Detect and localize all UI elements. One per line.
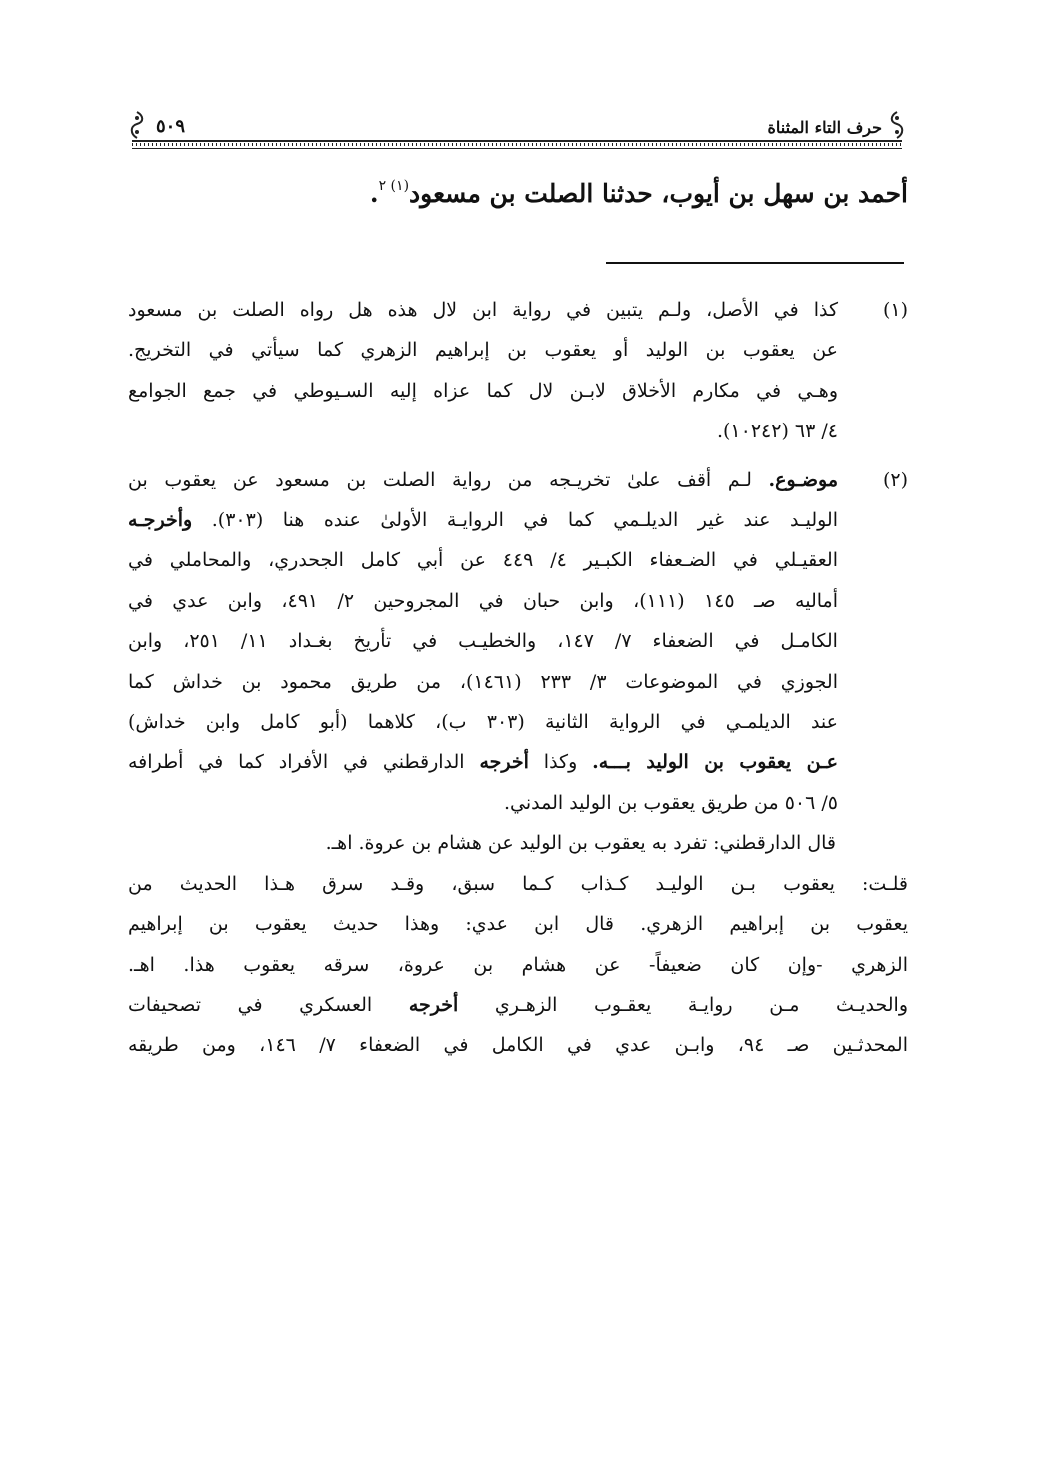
footnotes-section xyxy=(128,290,908,1066)
commentary-line: يعقوب بن إبراهيم الزهري. قال ابن عدي: وهذا حديث يعقوب بن إبراهيم xyxy=(128,913,908,936)
commentary-line-text: والحديـث مـن روايـة يعقـوب الزهـري xyxy=(494,993,908,1016)
footnote-2-reference: ٥/ ٥٠٦ xyxy=(784,791,838,814)
footnote-2-line-text: من طريق يعقوب بن الوليد المدني. xyxy=(503,791,779,814)
footnote-2-line-text: لـم أقف علىٰ تخريـجه من رواية الصلت بن مسعود عن يعقوب بن xyxy=(128,468,752,491)
page-header xyxy=(126,106,908,150)
commentary-line: قال الدارقطني: تفرد به يعقوب بن الوليد عن هشام بن عروة. اهـ. xyxy=(325,832,836,855)
footnote-2-verdict: موضـوع. xyxy=(768,468,838,491)
footnote-2 xyxy=(128,460,908,824)
commentary-paragraphs xyxy=(128,823,908,1065)
commentary-bold-phrase: أخرجه xyxy=(408,993,459,1016)
footnote-2-bold-phrase: عـن يعقوب بن الوليد بـــه. xyxy=(592,751,838,774)
footnote-1 xyxy=(128,290,908,452)
footnote-2-line: أماليه صـ ١٤٥ (١١١)، وابن حبان في المجروحين ٢/ ٤٩١، وابن عدي في xyxy=(128,589,838,612)
commentary-line xyxy=(128,985,908,1025)
commentary-line: الزهري -وإن كان ضعيفاً- عن هشام بن عروة، سرقه يعقوب هذا. اهـ. xyxy=(128,953,908,976)
main-text-end: . xyxy=(369,179,379,208)
footnote-1-line: وهـي في مكارم الأخلاق لابـن لال كما عزاه إليه السـيوطي في جمع الجوامع xyxy=(128,379,838,402)
page-number: ٥٠٩ xyxy=(156,116,186,137)
commentary-line-text: العسكري في تصحيفات xyxy=(128,993,373,1016)
ornament-left-icon xyxy=(126,110,148,140)
footnote-2-line-text: وكذا xyxy=(543,751,578,774)
header-rule xyxy=(132,140,902,149)
main-text: أحمد بن سهل بن أيوب، حدثنا الصلت بن مسعود xyxy=(409,179,908,208)
page-header-title: حرف التاء المثناة xyxy=(767,118,882,137)
footnote-reference: (١) ٢ xyxy=(378,178,410,194)
footnote-2-line xyxy=(128,783,838,823)
footnote-2-line: الجوزي في الموضوعات ٣/ ٢٣٣ (١٤٦١)، من طريق محمود بن خداش كما xyxy=(128,670,838,693)
ornament-right-icon xyxy=(886,110,908,140)
footnote-2-line: عند الديلمـي في الرواية الثانية (٣٠٣ ب)، كلاهما (أبو كامل وابن خداش) xyxy=(128,711,839,734)
footnote-1-line: ٤/ ٦٣ (١٠٢٤٢). xyxy=(716,420,838,443)
footnote-2-line: الكامـل في الضعفاء ٧/ ١٤٧، والخطيـب في تأريخ بغـداد ١١/ ٢٥١، وابن xyxy=(128,630,838,653)
footnote-2-line xyxy=(128,500,838,540)
footnote-2-number: (٢) xyxy=(882,468,908,491)
footnote-2-line: العقيـلي في الضـعفاء الكبـير ٤/ ٤٤٩ عن أبي كامل الجحدري، والمحاملي في xyxy=(128,549,838,572)
commentary-line: قلـت: يعقوب بـن الوليـد كـذاب كـما سبق، وقـد سرق هـذا الحديث من xyxy=(128,872,908,895)
footnote-2-line xyxy=(128,742,838,782)
footnote-2-line xyxy=(128,460,838,500)
footnote-2-bold-phrase: أخرجه xyxy=(479,751,529,774)
main-text-line xyxy=(118,166,908,214)
commentary-line: المحدثـين صـ ٩٤، وابـن عدي في الكامل في الضعفاء ٧/ ١٤٦، ومن طريقه xyxy=(128,1034,908,1057)
footnote-2-line-text: الوليـد عند غير الديلـمي كما في الروايـة الأولىٰ عنده هنا (٣٠٣). xyxy=(211,509,838,532)
footnote-1-number: (١) xyxy=(882,299,908,321)
footnote-2-bold-phrase: وأخرجـه xyxy=(128,509,193,532)
footnote-2-line-text: الدارقطني في الأفراد كما في أطرافه xyxy=(128,751,465,774)
footnote-separator xyxy=(606,262,904,264)
footnote-1-line: كذا في الأصل، ولـم يتبين في رواية ابن لال هذه هل رواه الصلت بن مسعود xyxy=(128,299,838,321)
footnote-1-line: عن يعقوب بن الوليد أو يعقوب بن إبراهيم الزهري كما سيأتي في التخريج. xyxy=(128,339,838,362)
